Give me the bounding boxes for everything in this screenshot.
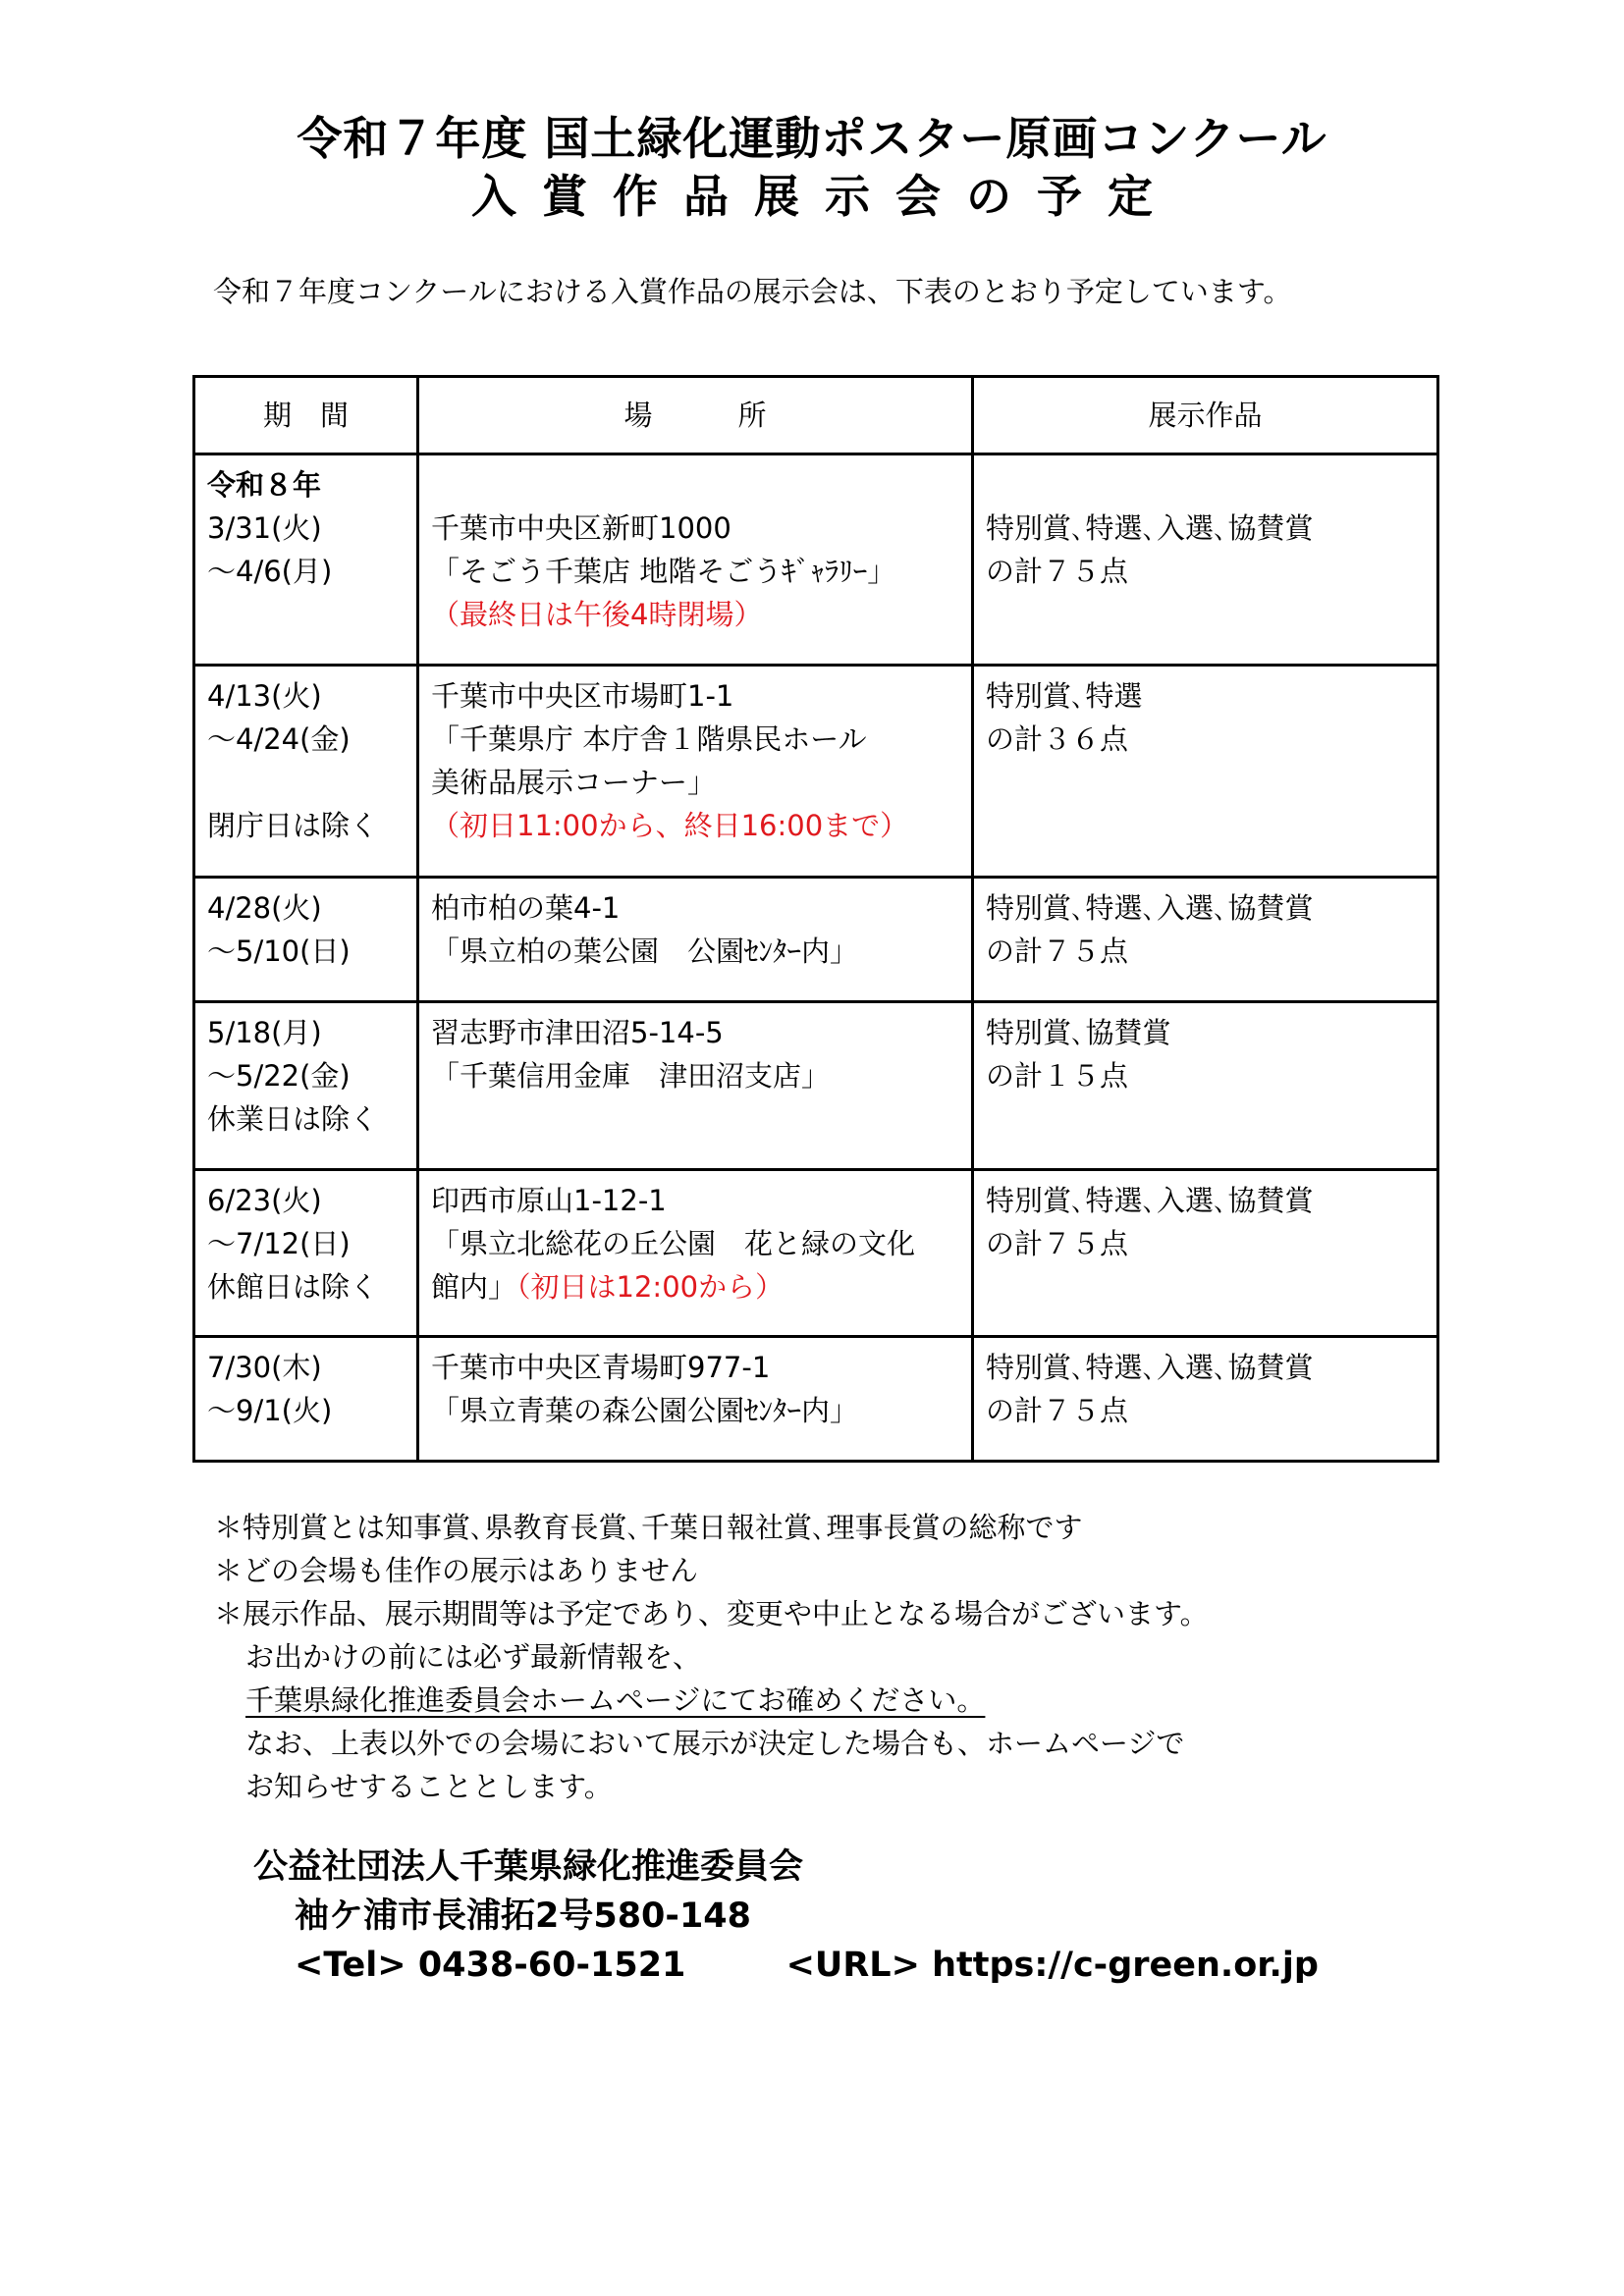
place-venue: 「千葉県庁 本庁舎１階県民ホール (431, 722, 867, 756)
note-no-honorable: ＊どの会場も佳作の展示はありません (214, 1554, 699, 1587)
works-awards: 特別賞､特選､入選､協賛賞 (986, 1184, 1314, 1217)
period-end: ～5/10(日) (207, 934, 351, 968)
place-venue: 「県立青葉の森公園公園ｾﾝﾀｰ内」 (431, 1394, 859, 1427)
org-name: 公益社団法人千葉県緑化推進委員会 (253, 1847, 804, 1887)
works-count: の計７５点 (986, 1394, 1129, 1427)
place-cell (418, 666, 973, 878)
place-venue: 「県立北総花の丘公園 花と緑の文化 (431, 1227, 916, 1260)
organization-info (253, 1842, 1319, 1990)
place-venue: 「県立柏の葉公園 公園ｾﾝﾀｰ内」 (431, 934, 859, 968)
period-cell (194, 454, 418, 666)
column-header-place: 場 所 (418, 377, 973, 454)
period-note: 閉庁日は除く (207, 809, 379, 842)
period-end: ～4/6(月) (207, 555, 333, 588)
place-address: 柏市柏の葉4-1 (431, 891, 621, 925)
place-venue: 「そごう千葉店 地階そごうｷﾞｬﾗﾘｰ」 (431, 555, 896, 588)
schedule-table (192, 375, 1439, 1463)
place-address: 習志野市津田沼5-14-5 (431, 1016, 724, 1049)
works-count: の計７５点 (986, 1227, 1129, 1260)
period-start: 6/23(火) (207, 1184, 322, 1217)
place-cell (418, 454, 973, 666)
place-address: 千葉市中央区市場町1-1 (431, 679, 734, 713)
table-row (194, 878, 1438, 1002)
table-row (194, 1002, 1438, 1170)
column-header-works: 展示作品 (973, 377, 1438, 454)
column-header-period: 期 間 (194, 377, 418, 454)
place-address: 印西市原山1-12-1 (431, 1184, 667, 1217)
intro-text: 令和７年度コンクールにおける入賞作品の展示会は、下表のとおり予定しています。 (213, 275, 1292, 308)
period-cell (194, 1337, 418, 1462)
place-venue-cont: 館内」 (431, 1270, 517, 1304)
period-note: 休館日は除く (207, 1270, 379, 1304)
place-venue-cont: 美術品展示コーナー」 (431, 766, 717, 799)
period-start: 4/28(火) (207, 891, 322, 925)
note-check-info: お出かけの前には必ず最新情報を、 (245, 1640, 702, 1674)
period-start: 7/30(木) (207, 1351, 322, 1384)
works-cell (973, 454, 1438, 666)
works-count: の計７５点 (986, 934, 1129, 968)
period-end: ～7/12(日) (207, 1227, 351, 1260)
table-row (194, 1337, 1438, 1462)
works-cell (973, 1170, 1438, 1337)
url-label: <URL> (785, 1946, 920, 1985)
note-special-award: ＊特別賞とは知事賞､県教育長賞､千葉日報社賞､理事長賞の総称です (214, 1511, 1083, 1544)
works-cell (973, 666, 1438, 878)
period-cell (194, 666, 418, 878)
works-cell (973, 1337, 1438, 1462)
url-link[interactable]: https://c-green.or.jp (932, 1946, 1319, 1985)
tel-label: <Tel> (295, 1946, 406, 1985)
place-cell (418, 1170, 973, 1337)
table-row (194, 1170, 1438, 1337)
place-address: 千葉市中央区青場町977-1 (431, 1351, 771, 1384)
note-other-venues: なお、上表以外での会場において展示が決定した場合も、ホームページで (245, 1727, 1185, 1760)
table-row (194, 666, 1438, 878)
note-schedule-change: ＊展示作品、展示期間等は予定であり、変更や中止となる場合がございます。 (214, 1597, 1209, 1630)
period-start: 4/13(火) (207, 679, 322, 713)
period-cell (194, 878, 418, 1002)
period-note: 休業日は除く (207, 1102, 379, 1136)
table-row (194, 454, 1438, 666)
title-line-1: 令和７年度 国土緑化運動ポスター原画コンクール (297, 112, 1327, 165)
works-awards: 特別賞､特選､入選､協賛賞 (986, 1351, 1314, 1384)
period-cell (194, 1002, 418, 1170)
period-start: 3/31(火) (207, 511, 322, 545)
homepage-link[interactable]: 千葉県緑化推進委員会ホームページにてお確めください。 (245, 1683, 986, 1717)
place-cell (418, 1002, 973, 1170)
place-note: （最終日は午後4時閉場） (431, 598, 763, 631)
org-address: 袖ケ浦市長浦拓2号580-148 (295, 1896, 751, 1936)
tel-number[interactable]: 0438-60-1521 (417, 1946, 686, 1985)
title-line-2: 入賞作品展示会の予定 (471, 170, 1178, 223)
table-header-row (194, 377, 1438, 454)
works-awards: 特別賞､特選､入選､協賛賞 (986, 511, 1314, 545)
works-count: の計１５点 (986, 1059, 1129, 1093)
works-count: の計３６点 (986, 722, 1129, 756)
place-note: （初日11:00から、終日16:00まで） (431, 809, 909, 842)
works-awards: 特別賞､協賛賞 (986, 1016, 1171, 1049)
period-end: ～5/22(金) (207, 1059, 351, 1093)
works-count: の計７５点 (986, 555, 1129, 588)
place-cell (418, 878, 973, 1002)
notes-section (214, 1506, 1209, 1808)
note-announce: お知らせすることとします。 (245, 1770, 613, 1803)
place-cell (418, 1337, 973, 1462)
works-awards: 特別賞､特選 (986, 679, 1143, 713)
period-start: 5/18(月) (207, 1016, 322, 1049)
works-cell (973, 1002, 1438, 1170)
place-venue: 「千葉信用金庫 津田沼支店」 (431, 1059, 831, 1093)
period-end: ～9/1(火) (207, 1394, 333, 1427)
period-cell (194, 1170, 418, 1337)
place-note: （初日は12:00から） (516, 1270, 785, 1304)
works-cell (973, 878, 1438, 1002)
year-label: 令和８年 (207, 468, 322, 502)
place-address: 千葉市中央区新町1000 (431, 511, 731, 545)
works-awards: 特別賞､特選､入選､協賛賞 (986, 891, 1314, 925)
period-end: ～4/24(金) (207, 722, 351, 756)
